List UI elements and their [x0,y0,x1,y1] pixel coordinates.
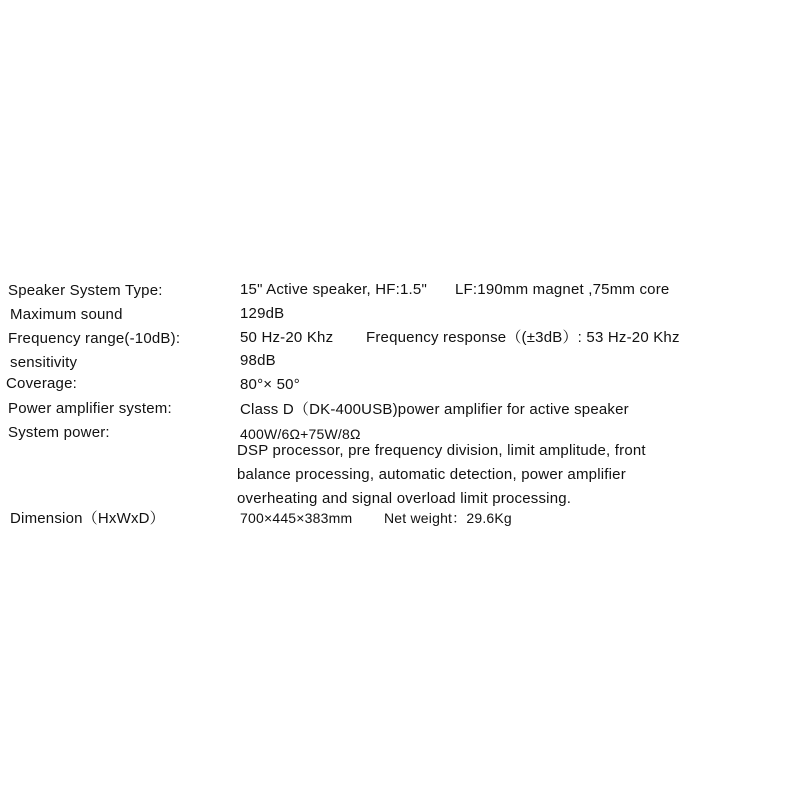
coverage-value: 80°× 50° [240,376,300,393]
system-power-label: System power: [8,424,110,441]
speaker-type-label: Speaker System Type: [8,282,163,299]
speaker-type-value: 15" Active speaker, HF:1.5" [240,281,427,298]
coverage-label: Coverage: [6,375,78,392]
system-power-value: 400W/6Ω+75W/8Ω [240,426,361,442]
speaker-type-lf-value: LF:190mm magnet ,75mm core [455,281,670,298]
system-power-description-line-3: overheating and signal overload limit processing. [237,490,572,507]
system-power-description-line-2: balance processing, automatic detection, power amplifier [237,466,626,483]
amplifier-label: Power amplifier system: [8,400,172,417]
frequency-range-label: Frequency range(-10dB): [8,330,181,347]
max-sound-label: Maximum sound [10,306,123,323]
frequency-response-value: Frequency response（(±3dB）: 53 Hz-20 Khz [366,329,680,346]
dimension-label: Dimension（HxWxD） [10,510,165,527]
sensitivity-label: sensitivity [10,354,78,371]
sensitivity-value: 98dB [240,352,276,369]
system-power-description-line-1: DSP processor, pre frequency division, limit amplitude, front [237,442,646,459]
max-sound-value: 129dB [240,305,285,322]
frequency-range-value: 50 Hz-20 Khz [240,329,334,346]
net-weight-value: Net weight：29.6Kg [384,510,512,526]
dimension-value: 700×445×383mm [240,510,353,526]
amplifier-value: Class D（DK-400USB)power amplifier for active speaker [240,401,629,418]
